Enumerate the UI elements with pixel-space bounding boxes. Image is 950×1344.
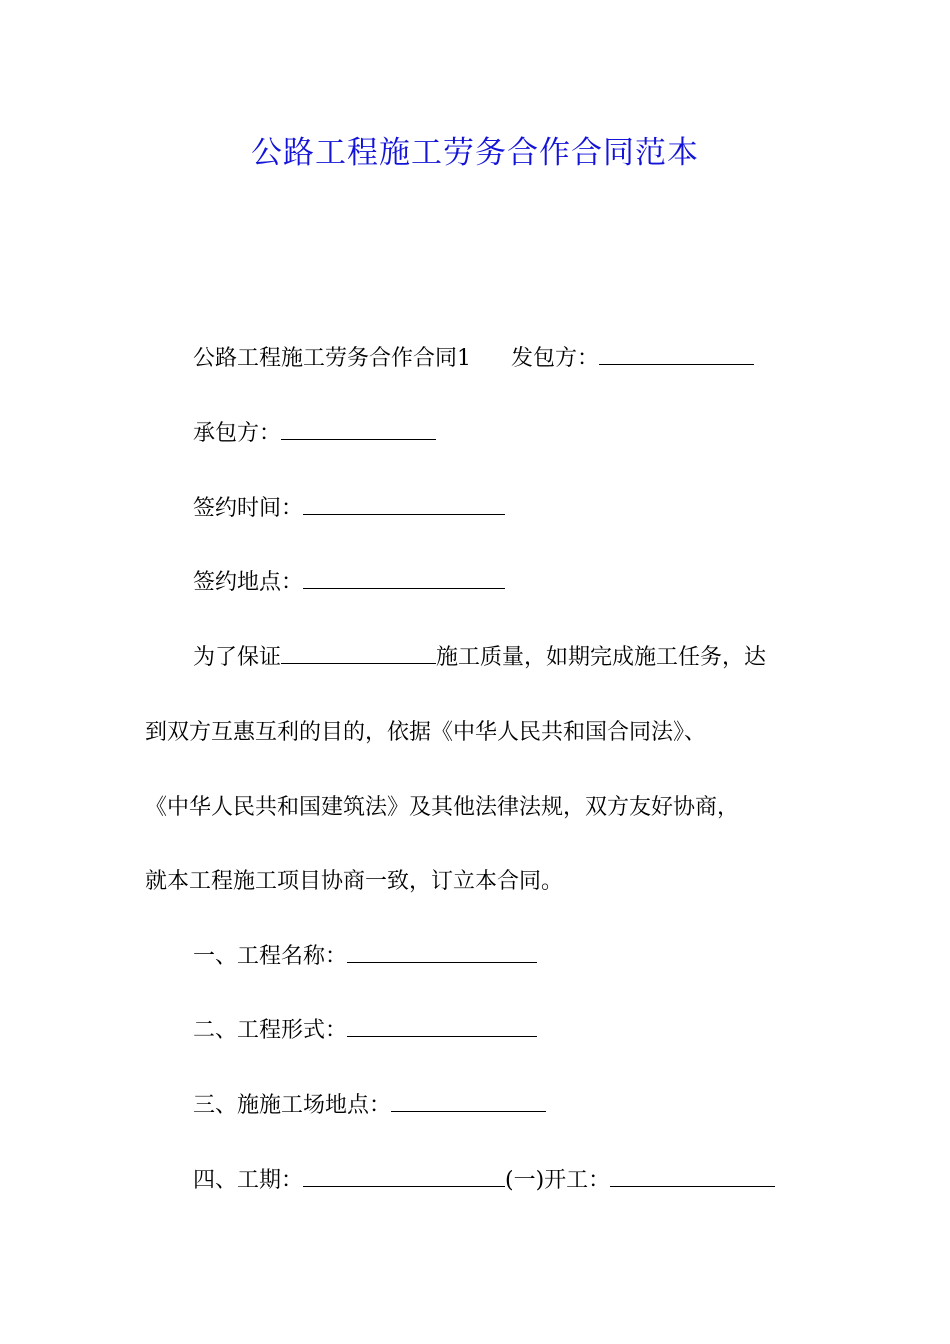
sign-place-blank	[303, 568, 505, 589]
duration-blank	[303, 1166, 505, 1187]
item-project-name	[0, 942, 950, 972]
employer-blank	[599, 344, 754, 365]
item-project-name-label: 一、工程名称：	[193, 944, 348, 969]
paragraph-line-4: 就本工程施工项目协商一致，订立本合同。	[145, 869, 564, 894]
project-form-blank	[347, 1016, 537, 1037]
project-blank	[281, 643, 436, 664]
line-contractor	[0, 419, 950, 449]
paragraph-line-1	[0, 643, 950, 673]
item-project-form	[0, 1016, 950, 1046]
paragraph-line-3: 《中华人民共和国建筑法》及其他法律法规，双方友好协商，	[145, 795, 740, 820]
project-name-blank	[347, 942, 537, 963]
site-location-blank	[391, 1091, 546, 1112]
item-site-location-label: 三、施施工场地点：	[193, 1093, 392, 1118]
employer-label: 发包方：	[511, 346, 600, 371]
start-label: (一)开工：	[505, 1168, 611, 1193]
item-duration-label: 四、工期：	[193, 1168, 304, 1193]
sign-place-label: 签约地点：	[193, 570, 304, 595]
para-text-b: 施工质量，如期完成施工任务，达	[436, 645, 767, 670]
line-sign-time	[0, 494, 950, 524]
sign-time-label: 签约时间：	[193, 496, 304, 521]
line-contract-header	[0, 344, 950, 374]
start-blank	[610, 1166, 775, 1187]
document-title: 公路工程施工劳务合作合同范本	[251, 135, 699, 171]
item-site-location	[0, 1091, 950, 1121]
item-duration	[0, 1166, 950, 1196]
paragraph-line-2: 到双方互惠互利的目的，依据《中华人民共和国合同法》、	[145, 720, 707, 745]
line-sign-place	[0, 568, 950, 598]
item-project-form-label: 二、工程形式：	[193, 1018, 348, 1043]
contractor-label: 承包方：	[193, 421, 282, 446]
sign-time-blank	[303, 494, 505, 515]
para-text-a: 为了保证	[193, 645, 282, 670]
contract-name: 公路工程施工劳务合作合同1	[193, 346, 471, 371]
contractor-blank	[281, 419, 436, 440]
